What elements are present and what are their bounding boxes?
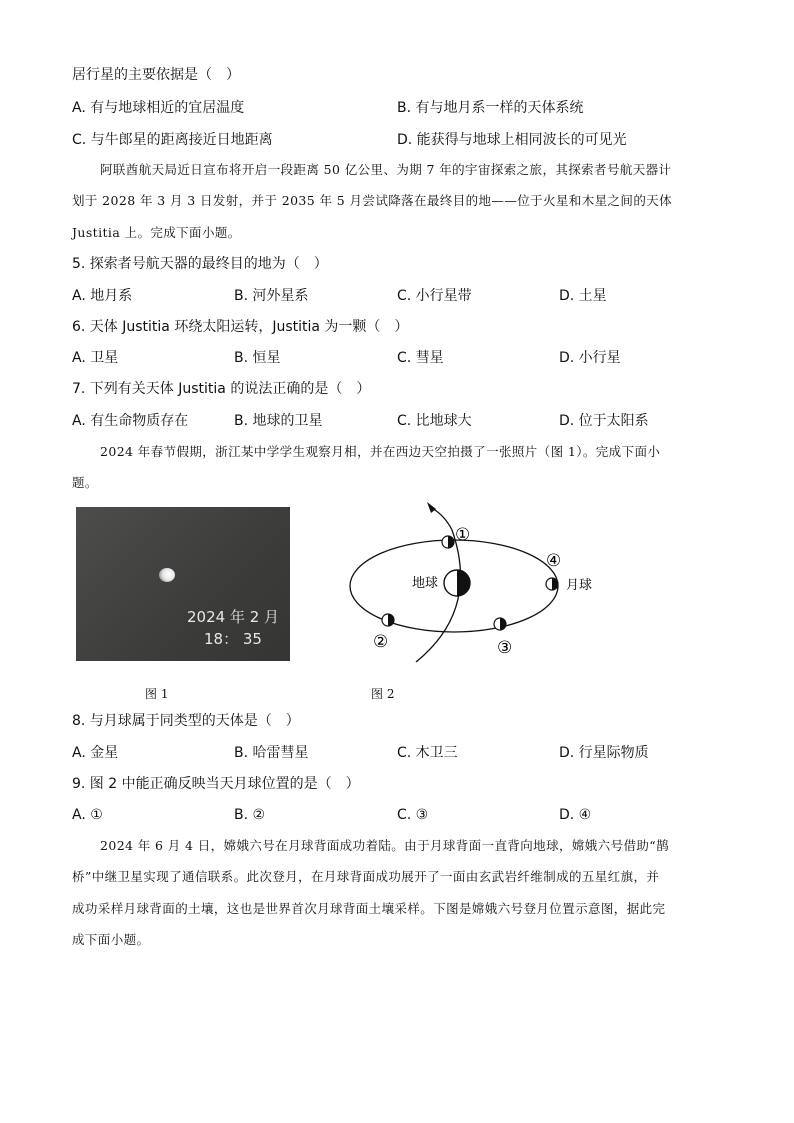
passage-3-line-2: 桥”中继卫星实现了通信联系。此次登月，在月球背面成功展开了一面由玄武岩纤维制成的五星红旗，并 xyxy=(72,869,660,884)
passage-2-line-2: 题。 xyxy=(72,475,98,490)
option-6d: D. 小行星 xyxy=(559,350,621,366)
figure-1-caption: 图 1 xyxy=(145,687,169,701)
passage-1-line-1: 阿联酋航天局近日宣布将开启一段距离 50 亿公里、为期 7 年的宇宙探索之旅，其探索者号航天器计 xyxy=(100,162,672,177)
passage-1-line-3: Justitia 上。完成下面小题。 xyxy=(72,225,241,240)
option-6b: B. 恒星 xyxy=(234,350,281,366)
option-6c: C. 彗星 xyxy=(397,350,444,366)
option-7c: C. 比地球大 xyxy=(397,413,472,429)
option-9d: D. ④ xyxy=(559,807,592,823)
moon-position-4-icon xyxy=(546,578,558,590)
option-8c: C. 木卫三 xyxy=(397,745,458,761)
moon-position-3-icon xyxy=(494,618,506,630)
figure-2-caption: 图 2 xyxy=(371,687,395,701)
option-5d: D. 土星 xyxy=(559,288,607,304)
earth-label: 地球 xyxy=(412,576,439,591)
option-4a: A. 有与地球相近的宜居温度 xyxy=(72,100,245,116)
option-4c: C. 与牛郎星的距离接近日地距离 xyxy=(72,132,273,148)
earth-icon xyxy=(444,570,470,596)
question-9-stem: 9. 图 2 中能正确反映当天月球位置的是（ ） xyxy=(72,776,360,792)
passage-3-line-4: 成下面小题。 xyxy=(72,932,150,947)
passage-3-line-1: 2024 年 6 月 4 日，嫦娥六号在月球背面成功着陆。由于月球背面一直背向地球，嫦娥六号借助“鹊 xyxy=(100,838,669,853)
marker-3: ③ xyxy=(497,638,513,658)
option-6a: A. 卫星 xyxy=(72,350,119,366)
option-7a: A. 有生命物质存在 xyxy=(72,413,189,429)
marker-4: ④ xyxy=(546,551,562,571)
option-9b: B. ② xyxy=(234,807,266,823)
option-5c: C. 小行星带 xyxy=(397,288,472,304)
option-8d: D. 行星际物质 xyxy=(559,745,649,761)
option-8b: B. 哈雷彗星 xyxy=(234,745,309,761)
moon-label: 月球 xyxy=(566,578,593,593)
moon-orbit-diagram xyxy=(330,500,610,670)
passage-1-line-2: 划于 2028 年 3 月 3 日发射，并于 2035 年 5 月尝试降落在最终目的地——位于火星和木星之间的天体 xyxy=(72,193,673,208)
question-4-stem: 居行星的主要依据是（ ） xyxy=(72,67,240,83)
option-4d: D. 能获得与地球上相同波长的可见光 xyxy=(397,132,627,148)
option-5a: A. 地月系 xyxy=(72,288,133,304)
question-7-stem: 7. 下列有关天体 Justitia 的说法正确的是（ ） xyxy=(72,381,371,397)
passage-2-line-1: 2024 年春节假期，浙江某中学学生观察月相，并在西边天空拍摄了一张照片（图 1）。完成下面小 xyxy=(100,444,661,459)
question-5-stem: 5. 探索者号航天器的最终目的地为（ ） xyxy=(72,256,328,272)
option-7d: D. 位于太阳系 xyxy=(559,413,649,429)
question-6-stem: 6. 天体 Justitia 环绕太阳运转，Justitia 为一颗（ ） xyxy=(72,319,409,335)
option-7b: B. 地球的卫星 xyxy=(234,413,323,429)
option-9a: A. ① xyxy=(72,807,103,823)
moon-position-2-icon xyxy=(382,614,394,626)
crescent-moon-image xyxy=(159,568,175,582)
arrow-head-icon xyxy=(427,502,436,513)
moon-position-1-icon xyxy=(442,536,454,548)
photo-date-stamp: 2024 年 2 月 xyxy=(187,608,280,626)
option-5b: B. 河外星系 xyxy=(234,288,309,304)
option-8a: A. 金星 xyxy=(72,745,119,761)
marker-1: ① xyxy=(455,525,471,545)
option-4b: B. 有与地月系一样的天体系统 xyxy=(397,100,584,116)
photo-time-stamp: 18： 35 xyxy=(204,630,262,648)
question-8-stem: 8. 与月球属于同类型的天体是（ ） xyxy=(72,713,300,729)
option-9c: C. ③ xyxy=(397,807,429,823)
marker-2: ② xyxy=(373,632,389,652)
passage-3-line-3: 成功采样月球背面的土壤，这也是世界首次月球背面土壤采样。下图是嫦娥六号登月位置示意图，据此完 xyxy=(72,901,666,916)
